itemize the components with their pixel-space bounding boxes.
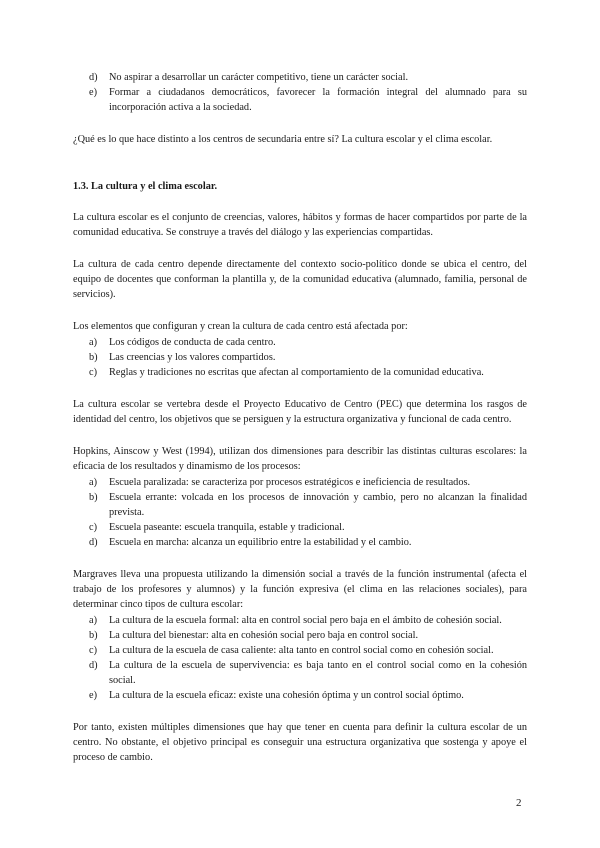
- list-marker: a): [89, 615, 97, 626]
- list-marker: a): [89, 337, 97, 348]
- list-hopkins: [73, 475, 527, 550]
- list-item: [73, 70, 527, 85]
- list-item: [73, 475, 527, 490]
- list-text: La cultura del bienestar: alta en cohesión social pero baja en control social.: [109, 630, 419, 641]
- list-item: [73, 365, 527, 380]
- list-text: La cultura de la escuela eficaz: existe una cohesión óptima y un control social óptimo.: [109, 690, 464, 701]
- paragraph-hopkins-intro: Hopkins, Ainscow y West (1994), utilizan dos dimensiones para describir las distintas culturas escolares: la eficacia de los resultados y dinamismo de los procesos:: [73, 446, 527, 472]
- section-heading: 1.3. La cultura y el clima escolar.: [73, 181, 218, 192]
- list-marker: c): [89, 367, 97, 378]
- paragraph-conclusion: Por tanto, existen múltiples dimensiones que hay que tener en cuenta para definir la cultura escolar de un centro. No obstante, el objetivo principal es conseguir una estructura organizativa que sostenga y apoye el proceso de cambio.: [73, 722, 527, 763]
- paragraph-definition: La cultura escolar es el conjunto de creencias, valores, hábitos y formas de hacer compartidos por parte de la comunidad educativa. Se construye a través del diálogo y las experiencias compartidas.: [73, 212, 527, 238]
- list-marker: e): [89, 87, 97, 98]
- list-item: [73, 613, 527, 628]
- list-text: Escuela paralizada: se caracteriza por procesos estratégicos e ineficiencia de resultados.: [109, 477, 471, 488]
- list-item: [73, 643, 527, 658]
- list-text: Los códigos de conducta de cada centro.: [109, 337, 276, 348]
- list-margraves: [73, 613, 527, 703]
- paragraph-elements-intro: Los elementos que configuran y crean la cultura de cada centro está afectada por:: [73, 321, 408, 332]
- list-text: La cultura de la escuela de supervivencia: es baja tanto en el control social como en la cohesión social.: [109, 660, 527, 686]
- list-marker: d): [89, 660, 98, 671]
- list-item: [73, 628, 527, 643]
- list-marker: b): [89, 352, 98, 363]
- list-marker: c): [89, 645, 97, 656]
- list-text: La cultura de la escuela de casa caliente: alta tanto en control social como en cohesión social.: [109, 645, 494, 656]
- list-item: [73, 490, 527, 520]
- list-item: [73, 658, 527, 688]
- list-marker: b): [89, 492, 98, 503]
- list-item: [73, 350, 527, 365]
- list-item: [73, 85, 527, 115]
- list-text: La cultura de la escuela formal: alta en control social pero baja en el ámbito de cohesión social.: [109, 615, 502, 626]
- list-text: Escuela errante: volcada en los procesos de innovación y cambio, pero no alcanzan la finalidad prevista.: [109, 492, 527, 518]
- list-elements: [73, 335, 527, 380]
- list-text: Las creencias y los valores compartidos.: [109, 352, 276, 363]
- list-item: [73, 688, 527, 703]
- list-text: No aspirar a desarrollar un carácter competitivo, tiene un carácter social.: [109, 72, 409, 83]
- list-marker: c): [89, 522, 97, 533]
- paragraph-pec: La cultura escolar se vertebra desde el Proyecto Educativo de Centro (PEC) que determina los rasgos de identidad del centro, los objetivos que se persiguen y la estructura organizativa y funcional de cada centro.: [73, 399, 527, 425]
- list-marker: e): [89, 690, 97, 701]
- question-paragraph: ¿Qué es lo que hace distinto a los centros de secundaria entre sí? La cultura escolar y el clima escolar.: [73, 134, 493, 145]
- list-marker: d): [89, 537, 98, 548]
- list-item: [73, 335, 527, 350]
- list-text: Formar a ciudadanos democráticos, favorecer la formación integral del alumnado para su incorporación activa a la sociedad.: [109, 87, 527, 113]
- document-page: [73, 70, 527, 782]
- list-marker: a): [89, 477, 97, 488]
- paragraph-context: La cultura de cada centro depende directamente del contexto socio-político donde se ubica el centro, del equipo de docentes que conforman la plantilla y, de la comunidad educativa (alumnado, familia, personal de servicios).: [73, 259, 527, 300]
- list-item: [73, 520, 527, 535]
- paragraph-margraves-intro: Margraves lleva una propuesta utilizando la dimensión social a través de la función instrumental (afecta el trabajo de los profesores y alumnos) y la función expresiva (el clima en las relaciones sociales), para determinar cinco tipos de cultura escolar:: [73, 569, 527, 610]
- list-text: Escuela en marcha: alcanza un equilibrio entre la estabilidad y el cambio.: [109, 537, 412, 548]
- list-text: Reglas y tradiciones no escritas que afectan al comportamiento de la comunidad educativa.: [109, 367, 484, 378]
- list-marker: b): [89, 630, 98, 641]
- list-top: [73, 70, 527, 115]
- list-item: [73, 535, 527, 550]
- page-number: 2: [516, 797, 522, 809]
- list-text: Escuela paseante: escuela tranquila, estable y tradicional.: [109, 522, 345, 533]
- list-marker: d): [89, 72, 98, 83]
